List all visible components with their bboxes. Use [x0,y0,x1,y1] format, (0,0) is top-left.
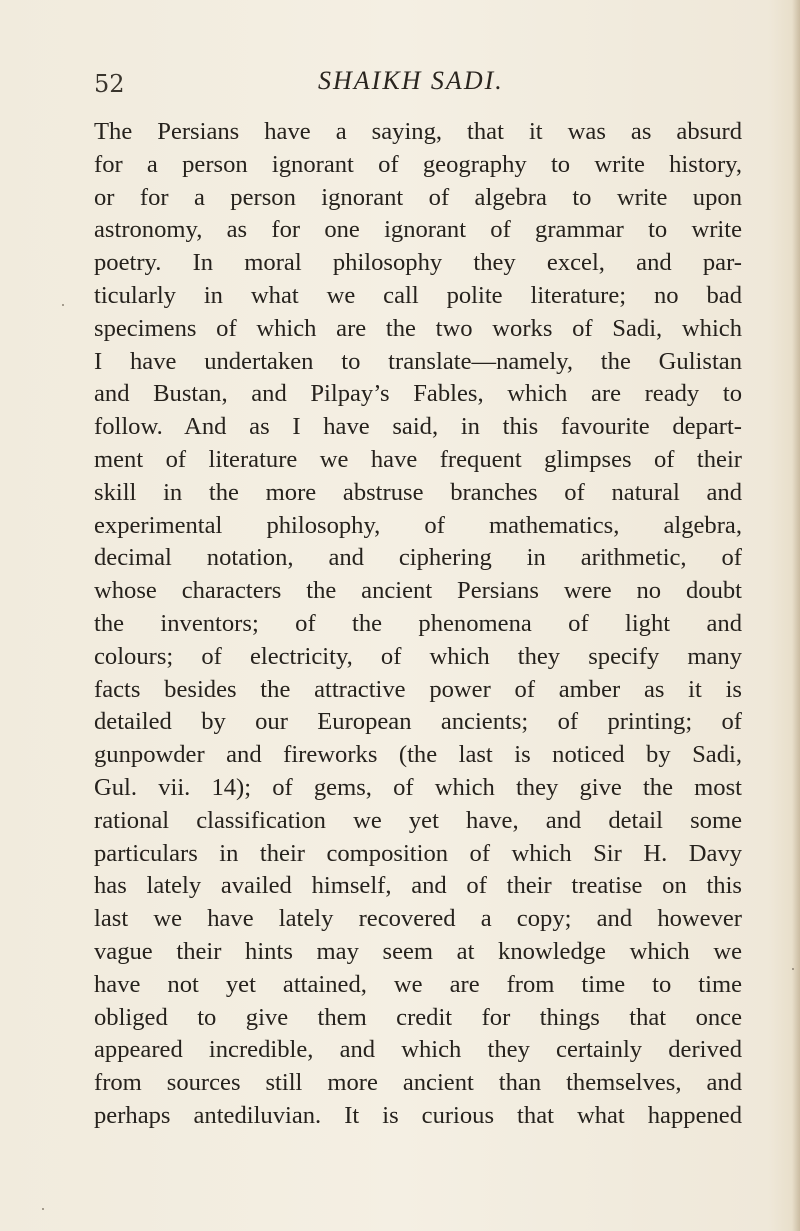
text-line: colours; of electricity, of which they specify many [94,642,742,670]
text-line: the inventors; of the phenomena of light and [94,609,742,637]
page-number: 52 [94,70,125,98]
paper-speck [62,304,64,306]
text-line: from sources still more ancient than themselves, and [94,1069,742,1097]
body-paragraph [94,116,742,1133]
text-line: skill in the more abstruse branches of natural and [94,478,742,506]
text-line: ment of literature we have frequent glimpses of their [94,445,742,473]
text-line: obliged to give them credit for things that once [94,1003,742,1031]
text-line: detailed by our European ancients; of printing; of [94,708,742,736]
text-line: Gul. vii. 14); of gems, of which they give the most [94,773,742,801]
text-line: have not yet attained, we are from time to time [94,970,742,998]
text-line: follow. And as I have said, in this favourite depart- [94,413,742,441]
text-line: appeared incredible, and which they certainly derived [94,1036,742,1064]
text-line: for a person ignorant of geography to write history, [94,150,742,178]
text-line: last we have lately recovered a copy; and however [94,905,742,933]
text-line: decimal notation, and ciphering in arithmetic, of [94,544,742,572]
text-line: I have undertaken to translate—namely, the Gulistan [94,347,742,375]
text-line: and Bustan, and Pilpay’s Fables, which are ready to [94,380,742,408]
page-header [94,64,742,104]
text-line: rational classification we yet have, and detail some [94,806,742,834]
text-line: gunpowder and fireworks (the last is noticed by Sadi, [94,741,742,769]
text-line: poetry. In moral philosophy they excel, and par- [94,249,742,277]
text-line: specimens of which are the two works of Sadi, which [94,314,742,342]
text-line: astronomy, as for one ignorant of grammar to write [94,216,742,244]
paper-speck [42,1208,44,1210]
text-line: or for a person ignorant of algebra to write upon [94,183,742,211]
running-title: SHAIKH SADI. [318,66,504,95]
text-line: The Persians have a saying, that it was as absurd [94,118,742,145]
text-line: vague their hints may seem at knowledge which we [94,937,742,965]
text-line: ticularly in what we call polite literature; no bad [94,281,742,309]
page-gutter-shadow [792,0,800,1231]
text-line: whose characters the ancient Persians were no doubt [94,577,742,605]
paper-speck [792,968,794,970]
text-line: perhaps antediluvian. It is curious that what happened [94,1101,742,1129]
text-line: facts besides the attractive power of amber as it is [94,675,742,703]
text-line: particulars in their composition of which Sir H. Davy [94,839,742,867]
text-line: experimental philosophy, of mathematics, algebra, [94,511,742,539]
text-line: has lately availed himself, and of their treatise on this [94,872,742,900]
